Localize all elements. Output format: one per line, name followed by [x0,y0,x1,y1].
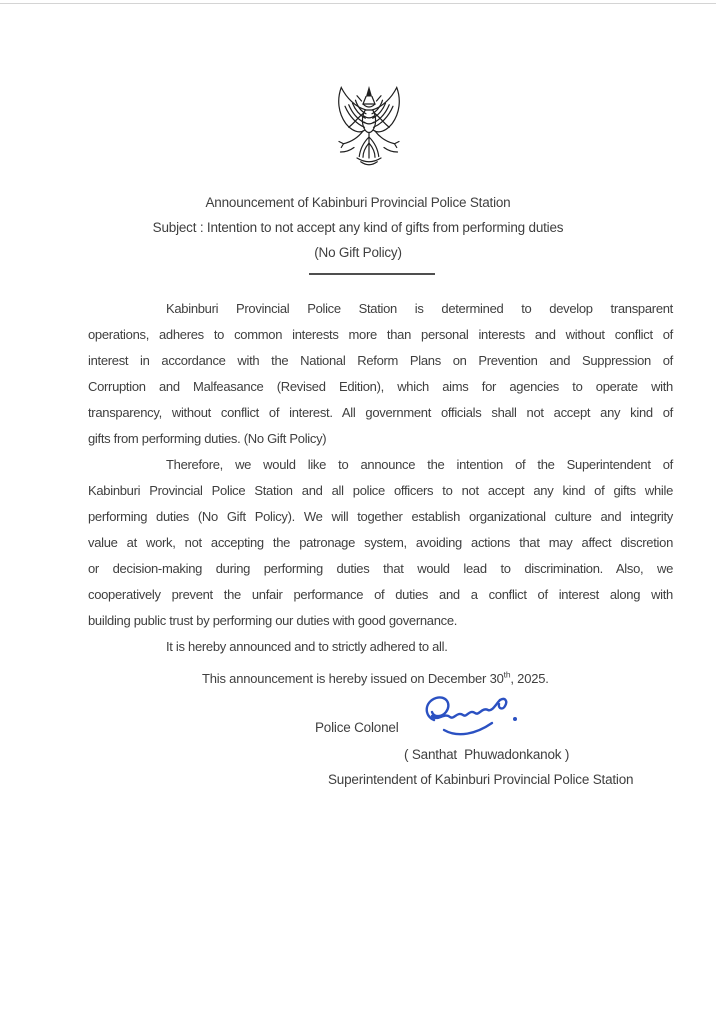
signatory-rank: Police Colonel [315,720,399,735]
issue-year-text: , 2025. [510,671,549,686]
subject-line: Subject : Intention to not accept any kind of gifts from performing duties [152,220,564,235]
paragraph-line: building public trust by performing our duties with good governance. [88,613,458,628]
paragraph-line: transparency, without conflict of interest. All government officials shall not accept any kind of [88,405,673,420]
paragraph-line: interest in accordance with the National Reform Plans on Prevention and Suppression of [88,353,673,368]
announcement-title: Announcement of Kabinburi Provincial Police Station [205,195,511,210]
paragraph-line: Kabinburi Provincial Police Station and all police officers to not accept any kind of gifts while [88,483,673,498]
issue-date-line [88,666,673,692]
paragraph-line: value at work, not accepting the patronage system, avoiding actions that may affect discretion [88,535,673,550]
issue-date-text: This announcement is hereby issued on December 30 [202,671,504,686]
paragraph-line: or decision-making during performing duties that would lead to discrimination. Also, we [88,561,673,576]
document-header [0,190,716,275]
paragraph-line: operations, adheres to common interests more than personal interests and without conflict of [88,327,673,342]
signature-ink-icon [412,686,527,748]
paragraph-line: Kabinburi Provincial Police Station is determined to develop transparent [166,301,673,316]
paragraph-line: gifts from performing duties. (No Gift Policy) [88,431,327,446]
policy-line: (No Gift Policy) [314,245,402,260]
paragraph-2 [88,452,673,634]
ordinal-superscript: th [503,669,511,680]
garuda-emblem-icon [324,84,414,184]
paragraph-line: cooperatively prevent the unfair performance of duties and a conflict of interest along with [88,587,673,602]
paragraph-line: Corruption and Malfeasance (Revised Edition), which aims for agencies to operate with [88,379,673,394]
signatory-name: ( Santhat Phuwadonkanok ) [404,747,570,762]
paragraph-line: performing duties (No Gift Policy). We will together establish organizational culture and integrity [88,509,673,524]
paragraph-1 [88,296,673,452]
scan-edge-line [0,3,716,4]
paragraph-line: Therefore, we would like to announce the intention of the Superintendent of [166,457,673,472]
closing-line: It is hereby announced and to strictly adhered to all. [166,639,448,654]
header-divider [309,273,435,275]
document-body [88,296,673,692]
signatory-title: Superintendent of Kabinburi Provincial Police Station [328,772,634,787]
